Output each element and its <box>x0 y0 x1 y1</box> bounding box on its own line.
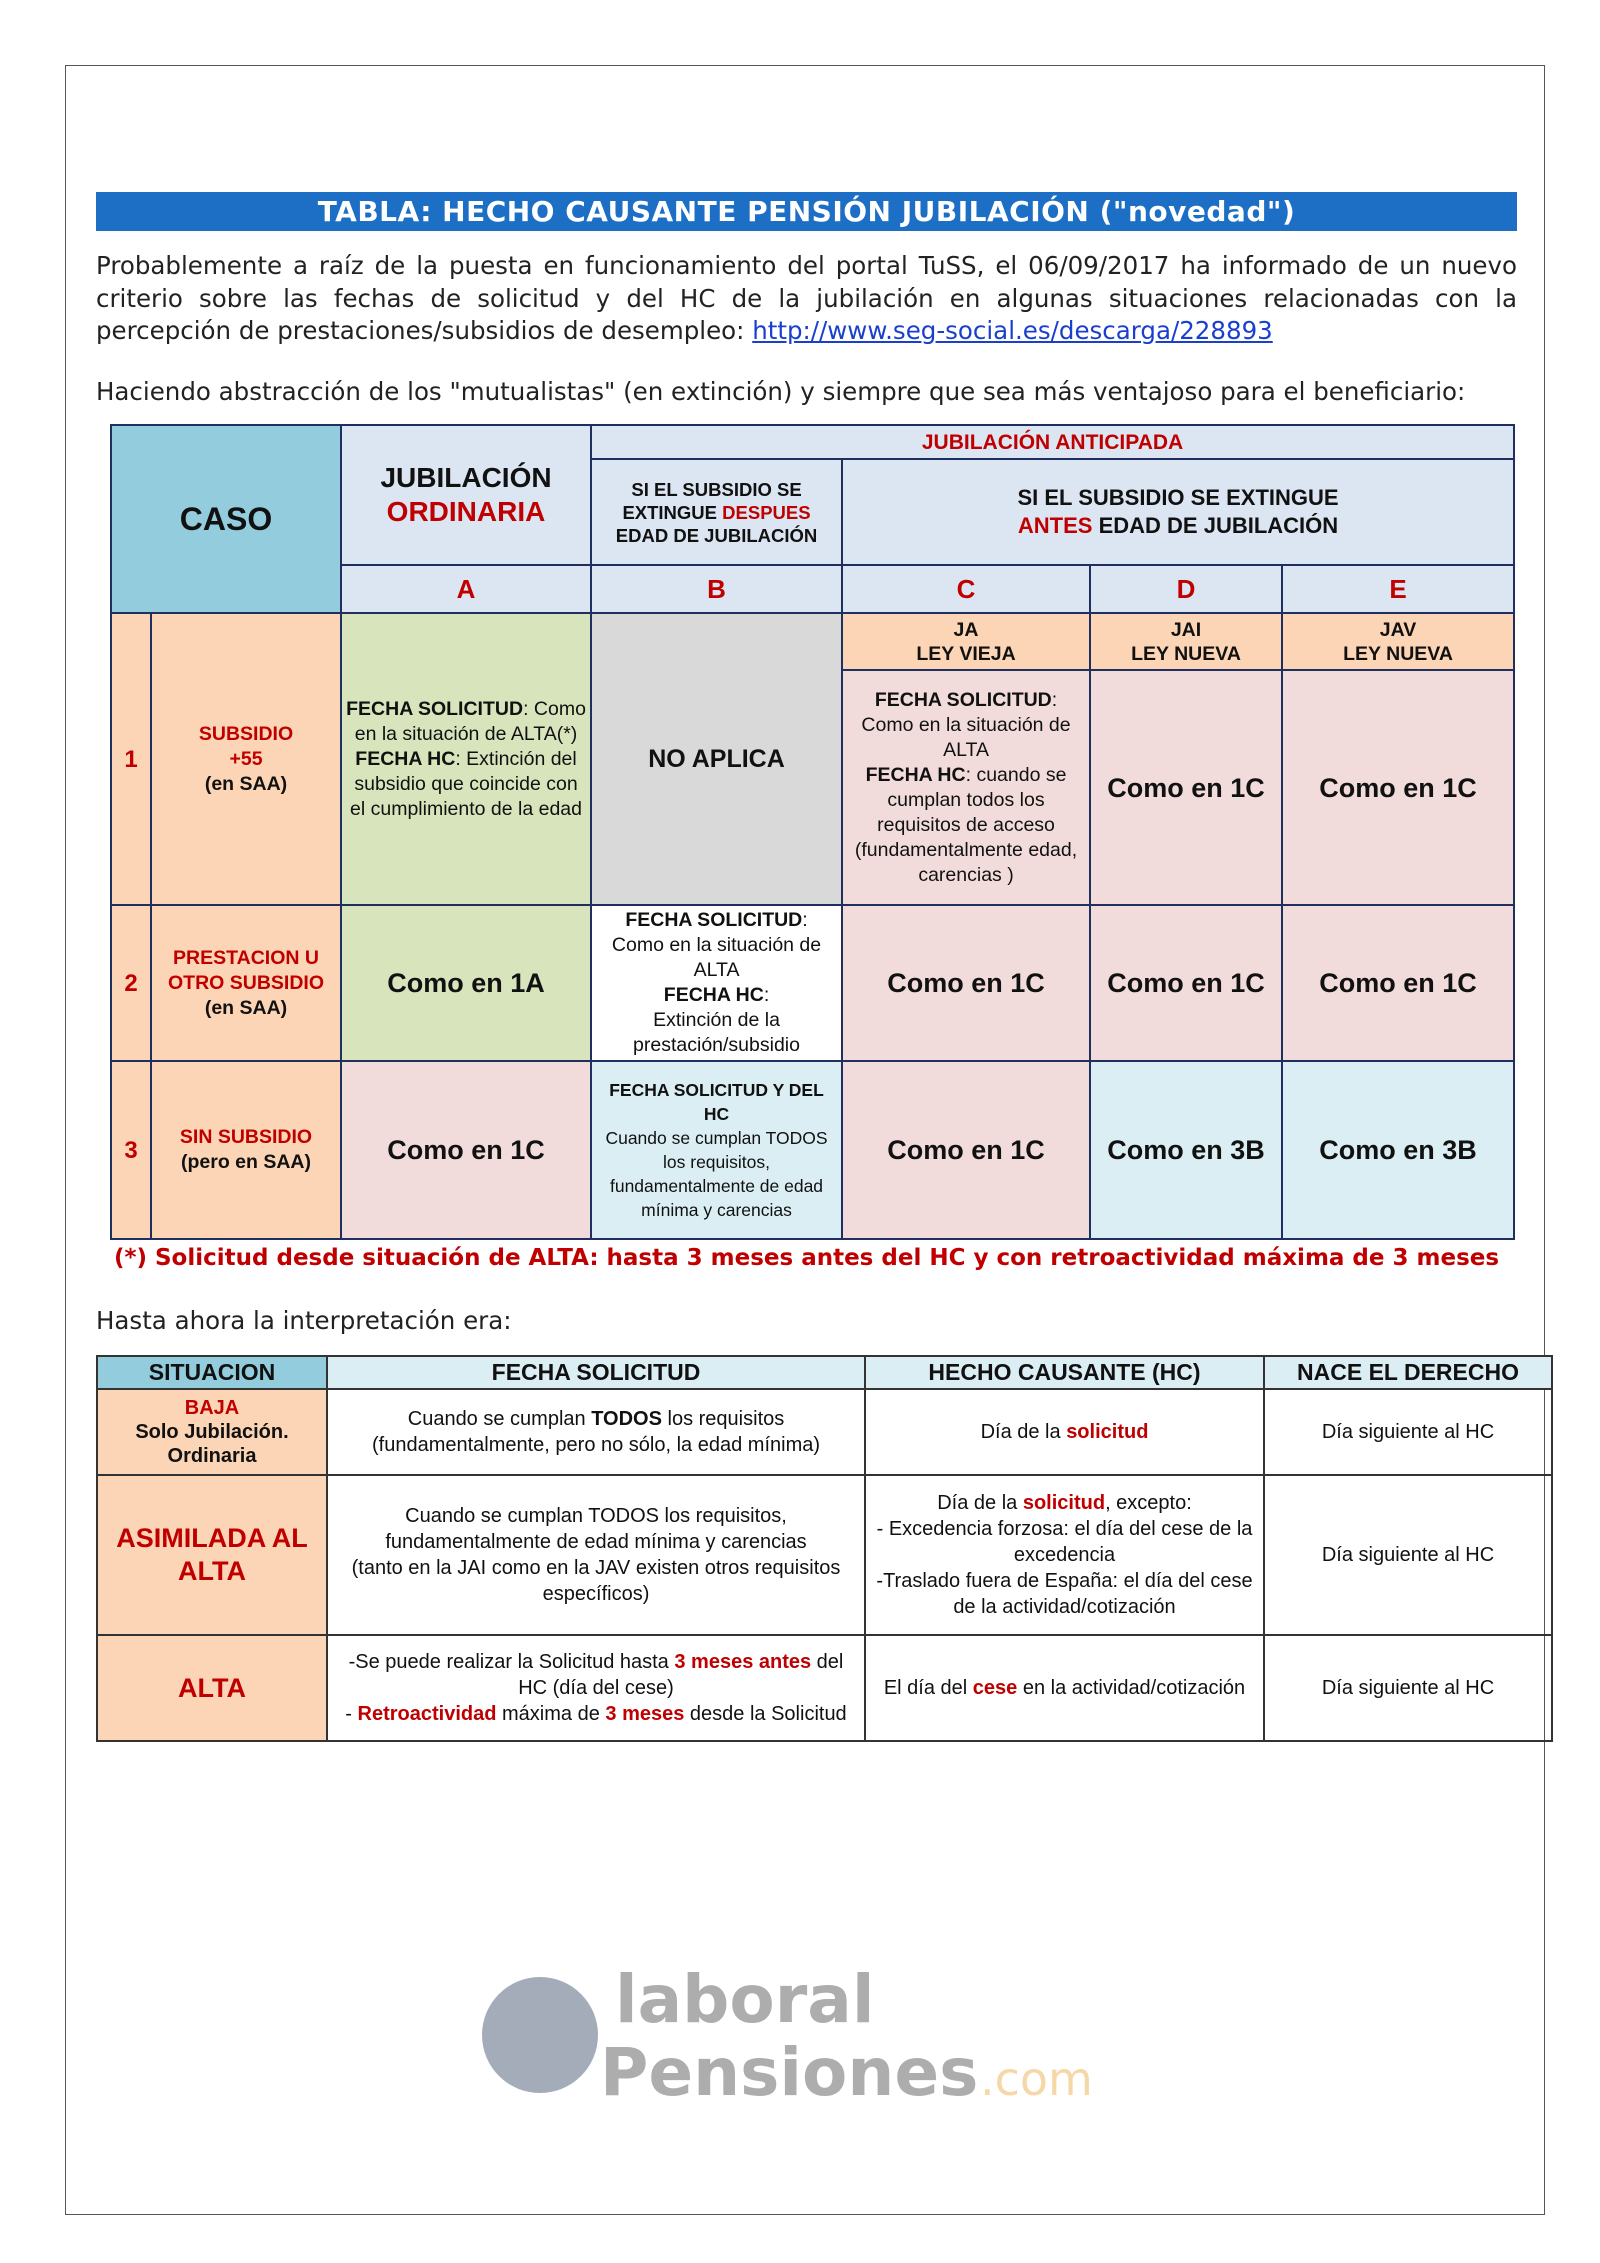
text-segment: Día de la <box>937 1491 1023 1514</box>
text-segment: FECHA SOLICITUD <box>346 697 524 720</box>
cell-1c <box>842 670 1090 905</box>
text-segment: : <box>763 984 770 1006</box>
text-segment: Como en la situación de ALTA <box>861 713 1071 761</box>
hecho-causante-cell <box>865 1475 1264 1635</box>
cell-3d: Como en 3B <box>1090 1061 1282 1239</box>
nace-derecho-cell: Día siguiente al HC <box>1264 1475 1552 1635</box>
ordinaria-header <box>341 425 591 565</box>
hecho-causante-cell <box>865 1389 1264 1475</box>
cell-3a: Como en 1C <box>341 1061 591 1239</box>
hecho-causante-table <box>110 424 1515 1240</box>
text-segment: FECHA SOLICITUD Y DEL HC <box>609 1080 824 1124</box>
text-segment: FECHA HC <box>865 763 966 786</box>
despues-header <box>591 459 842 565</box>
header-hecho-causante: HECHO CAUSANTE (HC) <box>865 1356 1264 1389</box>
text-segment: LEY VIEJA <box>916 642 1016 665</box>
text-segment: Solo Jubilación. Ordinaria <box>135 1420 289 1467</box>
text-segment: Extinción de la prestación/subsidio <box>633 1009 800 1056</box>
text-segment: ANTES <box>1017 513 1093 538</box>
cell-3e: Como en 3B <box>1282 1061 1514 1239</box>
text-segment: - Excedencia forzosa: el día del cese de la excedencia <box>876 1517 1253 1566</box>
text-segment: FECHA SOLICITUD <box>625 909 803 931</box>
text-segment: cese <box>972 1676 1018 1699</box>
text-segment: Cuando se cumplan TODOS los requisitos, fundamentalmente de edad mínima y carencias <box>385 1504 807 1553</box>
text-segment: FECHA HC <box>355 747 456 770</box>
row-number: 1 <box>111 613 151 905</box>
text-segment: SIN SUBSIDIO <box>179 1126 313 1148</box>
seg-social-link[interactable]: http://www.seg-social.es/descarga/228893 <box>752 316 1273 345</box>
text-segment: : Como en la situación de ALTA(*) <box>354 697 586 745</box>
cell-1e: Como en 1C <box>1282 670 1514 905</box>
text-segment: Cuando se cumplan TODOS los requisitos, fundamentalmente de edad mínima y carencias <box>605 1128 828 1220</box>
watermark-line1: laboral <box>615 1961 875 2038</box>
text-segment: JAI <box>1170 618 1202 641</box>
nace-derecho-cell: Día siguiente al HC <box>1264 1635 1552 1741</box>
situacion-cell <box>97 1635 327 1741</box>
text-segment: del HC (día del cese) <box>518 1650 844 1699</box>
cell-3c: Como en 1C <box>842 1061 1090 1239</box>
text-segment: Retroactividad <box>357 1702 497 1725</box>
text-segment: desde la Solicitud <box>684 1702 847 1725</box>
row-number: 2 <box>111 905 151 1061</box>
column-letter-a: A <box>341 565 591 613</box>
row-label <box>151 1061 341 1239</box>
hecho-causante-cell <box>865 1635 1264 1741</box>
text-segment: TODOS <box>591 1407 662 1430</box>
cell-2c: Como en 1C <box>842 905 1090 1061</box>
text-segment: SUBSIDIO <box>198 722 294 745</box>
intro-text: Probablemente a raíz de la puesta en funcionamiento del portal TuSS, el 06/09/2017 ha informado de un nuevo criterio sobre las fechas de solicitud y del HC de la jubilación en algunas situaciones relacionadas con la percepción de prestaciones/subsidios de desempleo: <box>96 251 1517 345</box>
text-segment: Cuando se cumplan <box>407 1407 592 1430</box>
subheader-jai <box>1090 613 1282 670</box>
header-situacion: SITUACION <box>97 1356 327 1389</box>
text-segment: -Traslado fuera de España: el día del cese de la actividad/cotización <box>876 1569 1253 1618</box>
text-segment: 3 meses <box>605 1702 685 1725</box>
text-segment: (pero en SAA) <box>181 1151 312 1173</box>
text-segment: ALTA <box>178 1672 246 1703</box>
text-segment: LEY NUEVA <box>1343 642 1453 665</box>
column-letter-d: D <box>1090 565 1282 613</box>
fecha-solicitud-cell <box>327 1389 865 1475</box>
fecha-solicitud-cell <box>327 1635 865 1741</box>
text-segment: Día de la <box>980 1420 1067 1443</box>
caso-header: CASO <box>111 425 341 613</box>
fecha-solicitud-cell <box>327 1475 865 1635</box>
intro2-paragraph: Haciendo abstracción de los "mutualistas" (en extinción) y siempre que sea más ventajoso para el beneficiario: <box>96 376 1466 406</box>
text-segment: - <box>345 1702 358 1725</box>
row-label <box>151 613 341 905</box>
text-segment: : <box>1051 688 1058 711</box>
text-segment: : Extinción del subsidio que coincide con el cumplimiento de la edad <box>350 747 582 820</box>
footnote: (*) Solicitud desde situación de ALTA: hasta 3 meses antes del HC y con retroactividad máxima de 3 meses <box>113 1245 1500 1271</box>
header-nace-derecho: NACE EL DERECHO <box>1264 1356 1552 1389</box>
text-segment: JUBILACIÓN <box>380 462 552 493</box>
interpretacion-anterior-table <box>96 1355 1553 1742</box>
cell-2a: Como en 1A <box>341 905 591 1061</box>
subheader-ja <box>842 613 1090 670</box>
text-segment: El día del <box>883 1676 973 1699</box>
cell-1a <box>341 613 591 905</box>
cell-1d: Como en 1C <box>1090 670 1282 905</box>
intro-paragraph <box>96 250 1517 348</box>
text-segment: FECHA HC <box>663 984 764 1006</box>
watermark-line2: Pensiones <box>600 2034 979 2110</box>
cell-2e: Como en 1C <box>1282 905 1514 1061</box>
text-segment: Como en la situación de ALTA <box>611 934 822 981</box>
column-letter-c: C <box>842 565 1090 613</box>
column-letter-b: B <box>591 565 842 613</box>
text-segment: : <box>802 909 808 931</box>
page-title: TABLA: HECHO CAUSANTE PENSIÓN JUBILACIÓN ("novedad") <box>96 192 1517 231</box>
text-segment: máxima de <box>496 1702 606 1725</box>
situacion-cell <box>97 1475 327 1635</box>
text-segment: LEY NUEVA <box>1131 642 1241 665</box>
text-segment: (en SAA) <box>204 772 288 795</box>
text-segment: ASIMILADA AL ALTA <box>116 1522 308 1586</box>
text-segment: 3 meses antes <box>674 1650 812 1673</box>
text-segment: , excepto: <box>1105 1491 1192 1514</box>
text-segment: -Se puede realizar la Solicitud hasta <box>348 1650 675 1673</box>
text-segment: FECHA SOLICITUD <box>874 688 1052 711</box>
column-letter-e: E <box>1282 565 1514 613</box>
text-segment: solicitud <box>1022 1491 1106 1514</box>
subheader-jav <box>1282 613 1514 670</box>
anticipada-header: JUBILACIÓN ANTICIPADA <box>591 425 1514 459</box>
antes-header <box>842 459 1514 565</box>
text-segment: BAJA <box>184 1396 240 1419</box>
text-segment: JA <box>953 618 979 641</box>
text-segment: SI EL SUBSIDIO SE EXTINGUE <box>1017 485 1339 510</box>
cell-2b <box>591 905 842 1061</box>
text-segment: ORDINARIA <box>386 496 546 527</box>
cell-2d: Como en 1C <box>1090 905 1282 1061</box>
header-fecha-solicitud: FECHA SOLICITUD <box>327 1356 865 1389</box>
text-segment: los requisitos (fundamentalmente, pero no sólo, la edad mínima) <box>371 1407 821 1456</box>
cell-3b <box>591 1061 842 1239</box>
text-segment: EDAD DE JUBILACIÓN <box>615 524 818 546</box>
situacion-cell <box>97 1389 327 1475</box>
watermark-suffix: .com <box>980 2052 1093 2106</box>
text-segment: en la actividad/cotización <box>1017 1676 1246 1699</box>
text-segment: : cuando se cumplan todos los requisitos de acceso (fundamentalmente edad, carencias ) <box>854 763 1078 886</box>
row-number: 3 <box>111 1061 151 1239</box>
text-segment: (tanto en la JAI como en la JAV existen otros requisitos específicos) <box>351 1556 841 1605</box>
row-label <box>151 905 341 1061</box>
text-segment: solicitud <box>1066 1420 1149 1443</box>
text-segment: DESPUES <box>722 501 811 523</box>
text-segment: +55 <box>229 747 263 770</box>
text-segment: EDAD DE JUBILACIÓN <box>1092 513 1339 538</box>
nace-derecho-cell: Día siguiente al HC <box>1264 1389 1552 1475</box>
cell-1b: NO APLICA <box>591 613 842 905</box>
text-segment: JAV <box>1379 618 1417 641</box>
page-content <box>96 192 1517 1742</box>
text-segment: (en SAA) <box>204 996 288 1019</box>
hasta-ahora-text: Hasta ahora la interpretación era: <box>96 1306 512 1335</box>
text-segment: PRESTACION U OTRO SUBSIDIO <box>168 946 325 994</box>
text-segment: SI EL SUBSIDIO SE EXTINGUE <box>622 478 802 523</box>
